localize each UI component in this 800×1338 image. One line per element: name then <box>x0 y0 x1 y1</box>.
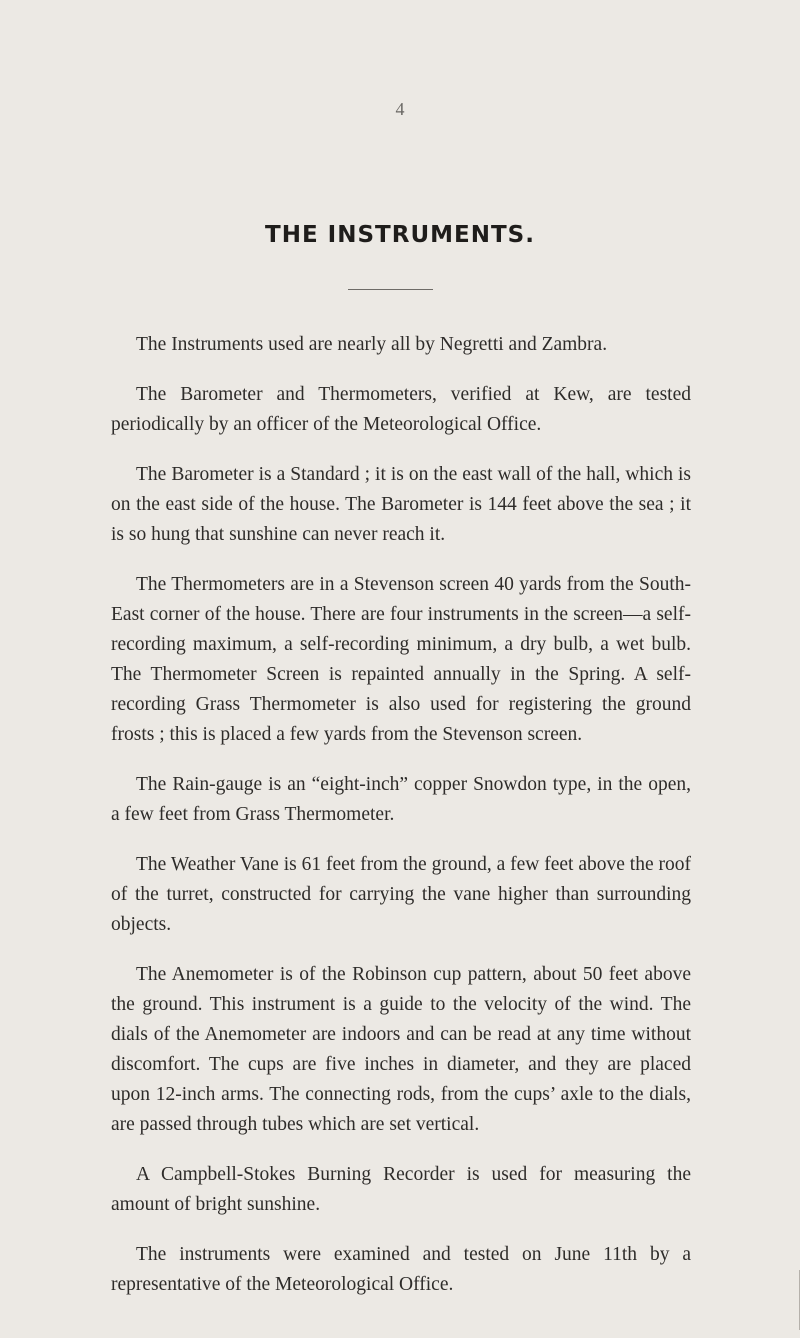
section-heading: THE INSTRUMENTS. <box>265 222 535 248</box>
paragraph-makers: The Instruments used are nearly all by Negretti and Zambra. <box>136 334 608 355</box>
paragraph-weather-vane: The Weather Vane is 61 feet from the ground, a few feet above the roof of the turret, constructed for carrying the vane higher than surrounding objects. <box>111 854 691 935</box>
paragraph-barometer: The Barometer is a Standard ; it is on the east wall of the hall, which is on the east side of the house. The Barometer is 144 feet above the sea ; it is so hung that sunshine can never reach it. <box>111 464 691 545</box>
title-rule <box>348 289 433 290</box>
paragraph-rain-gauge: The Rain-gauge is an “eight-inch” copper Snowdon type, in the open, a few feet from Grass Thermometer. <box>111 774 691 825</box>
paragraph-anemometer: The Anemometer is of the Robinson cup pattern, about 50 feet above the ground. This instrument is a guide to the velocity of the wind. The dials of the Anemometer are indoors and can be read at any time without discomfort. The cups are five inches in diameter, and they are placed upon 12-inch arms. The connecting rods, from the cups’ axle to the dials, are passed through tubes which are set vertical. <box>111 964 691 1135</box>
paragraph-verification: The Barometer and Thermometers, verified at Kew, are tested periodically by an officer of the Meteorological Office. <box>111 384 691 435</box>
paragraph-sunshine-recorder: A Campbell-Stokes Burning Recorder is used for measuring the amount of bright sunshine. <box>111 1164 691 1215</box>
page-number: 4 <box>395 99 405 119</box>
page-edge-mark <box>793 1270 800 1330</box>
paragraph-inspection: The instruments were examined and tested on June 11th by a representative of the Meteorological Office. <box>111 1244 691 1295</box>
paragraph-thermometers: The Thermometers are in a Stevenson screen 40 yards from the South-East corner of the house. There are four instruments in the screen—a self-recording maximum, a self-recording minimum, a dry bulb, a wet bulb. The Thermometer Screen is repainted annually in the Spring. A self-recording Grass Thermometer is also used for registering the ground frosts ; this is placed a few yards from the Stevenson screen. <box>111 574 691 745</box>
body-text <box>111 330 691 1320</box>
